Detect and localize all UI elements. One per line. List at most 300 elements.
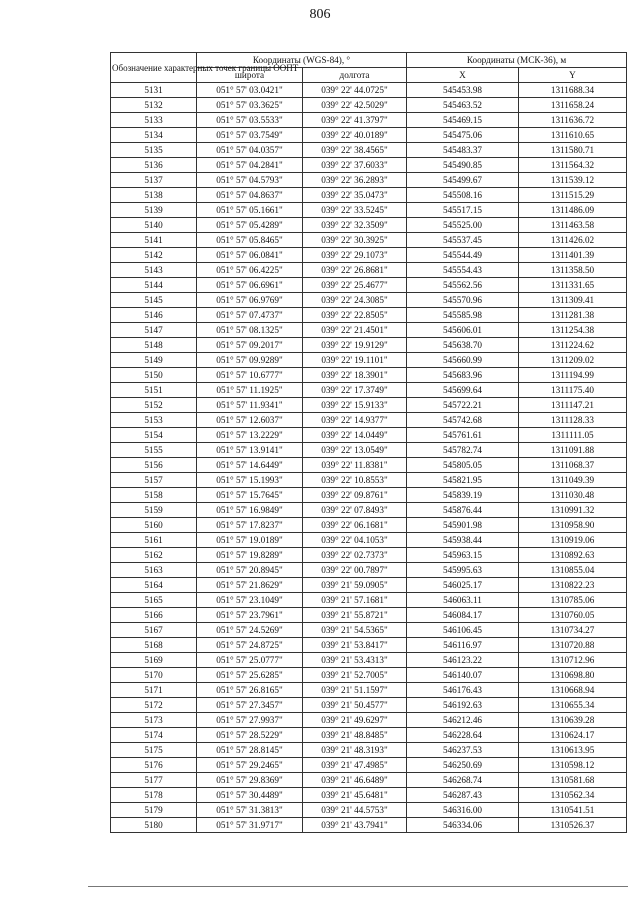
longitude-cell: 039° 22' 10.8553"	[303, 473, 407, 488]
point-id-cell: 5174	[111, 728, 197, 743]
table-row	[111, 338, 627, 353]
y-coordinate-cell: 1310892.63	[519, 548, 627, 563]
latitude-cell: 051° 57' 29.2465"	[197, 758, 303, 773]
y-coordinate-cell: 1311688.34	[519, 83, 627, 98]
header-y: Y	[519, 68, 627, 83]
table-row	[111, 623, 627, 638]
longitude-cell: 039° 21' 50.4577"	[303, 698, 407, 713]
table-row	[111, 608, 627, 623]
y-coordinate-cell: 1311636.72	[519, 113, 627, 128]
x-coordinate-cell: 545660.99	[407, 353, 519, 368]
y-coordinate-cell: 1311209.02	[519, 353, 627, 368]
y-coordinate-cell: 1310760.05	[519, 608, 627, 623]
point-id-cell: 5140	[111, 218, 197, 233]
y-coordinate-cell: 1311111.05	[519, 428, 627, 443]
x-coordinate-cell: 546084.17	[407, 608, 519, 623]
longitude-cell: 039° 22' 21.4501"	[303, 323, 407, 338]
table-row	[111, 488, 627, 503]
y-coordinate-cell: 1311539.12	[519, 173, 627, 188]
point-id-cell: 5161	[111, 533, 197, 548]
latitude-cell: 051° 57' 05.1661"	[197, 203, 303, 218]
table-row	[111, 698, 627, 713]
x-coordinate-cell: 546250.69	[407, 758, 519, 773]
y-coordinate-cell: 1310598.12	[519, 758, 627, 773]
y-coordinate-cell: 1310624.17	[519, 728, 627, 743]
point-id-cell: 5159	[111, 503, 197, 518]
latitude-cell: 051° 57' 23.1049"	[197, 593, 303, 608]
x-coordinate-cell: 545499.67	[407, 173, 519, 188]
point-id-cell: 5155	[111, 443, 197, 458]
y-coordinate-cell: 1311091.88	[519, 443, 627, 458]
y-coordinate-cell: 1310785.06	[519, 593, 627, 608]
longitude-cell: 039° 21' 57.1681"	[303, 593, 407, 608]
latitude-cell: 051° 57' 28.8145"	[197, 743, 303, 758]
y-coordinate-cell: 1311068.37	[519, 458, 627, 473]
point-id-cell: 5158	[111, 488, 197, 503]
longitude-cell: 039° 22' 37.6033"	[303, 158, 407, 173]
y-coordinate-cell: 1310613.95	[519, 743, 627, 758]
table-row	[111, 458, 627, 473]
longitude-cell: 039° 22' 07.8493"	[303, 503, 407, 518]
longitude-cell: 039° 22' 13.0549"	[303, 443, 407, 458]
header-latitude: широта	[197, 68, 303, 83]
y-coordinate-cell: 1311580.71	[519, 143, 627, 158]
longitude-cell: 039° 22' 25.4677"	[303, 278, 407, 293]
x-coordinate-cell: 545508.16	[407, 188, 519, 203]
longitude-cell: 039° 22' 29.1073"	[303, 248, 407, 263]
x-coordinate-cell: 545585.98	[407, 308, 519, 323]
point-id-cell: 5172	[111, 698, 197, 713]
table-row	[111, 203, 627, 218]
table-row	[111, 578, 627, 593]
y-coordinate-cell: 1311358.50	[519, 263, 627, 278]
latitude-cell: 051° 57' 10.6777"	[197, 368, 303, 383]
latitude-cell: 051° 57' 11.1925"	[197, 383, 303, 398]
point-id-cell: 5175	[111, 743, 197, 758]
point-id-cell: 5150	[111, 368, 197, 383]
y-coordinate-cell: 1310958.90	[519, 518, 627, 533]
y-coordinate-cell: 1311128.33	[519, 413, 627, 428]
table-row	[111, 743, 627, 758]
latitude-cell: 051° 57' 16.9849"	[197, 503, 303, 518]
point-id-cell: 5148	[111, 338, 197, 353]
longitude-cell: 039° 21' 52.7005"	[303, 668, 407, 683]
point-id-cell: 5147	[111, 323, 197, 338]
longitude-cell: 039° 22' 04.1053"	[303, 533, 407, 548]
y-coordinate-cell: 1311049.39	[519, 473, 627, 488]
y-coordinate-cell: 1311515.29	[519, 188, 627, 203]
table-row	[111, 383, 627, 398]
latitude-cell: 051° 57' 11.9341"	[197, 398, 303, 413]
y-coordinate-cell: 1310655.34	[519, 698, 627, 713]
y-coordinate-cell: 1311147.21	[519, 398, 627, 413]
point-id-cell: 5162	[111, 548, 197, 563]
x-coordinate-cell: 545638.70	[407, 338, 519, 353]
longitude-cell: 039° 21' 53.4313"	[303, 653, 407, 668]
y-coordinate-cell: 1310581.68	[519, 773, 627, 788]
latitude-cell: 051° 57' 06.4225"	[197, 263, 303, 278]
x-coordinate-cell: 546268.74	[407, 773, 519, 788]
longitude-cell: 039° 22' 30.3925"	[303, 233, 407, 248]
coordinates-table	[110, 52, 627, 833]
point-id-cell: 5143	[111, 263, 197, 278]
longitude-cell: 039° 21' 48.3193"	[303, 743, 407, 758]
point-id-cell: 5153	[111, 413, 197, 428]
latitude-cell: 051° 57' 21.8629"	[197, 578, 303, 593]
longitude-cell: 039° 22' 26.8681"	[303, 263, 407, 278]
x-coordinate-cell: 545463.52	[407, 98, 519, 113]
x-coordinate-cell: 545483.37	[407, 143, 519, 158]
table-body	[111, 83, 627, 833]
y-coordinate-cell: 1310668.94	[519, 683, 627, 698]
point-id-cell: 5168	[111, 638, 197, 653]
longitude-cell: 039° 22' 32.3509"	[303, 218, 407, 233]
latitude-cell: 051° 57' 25.6285"	[197, 668, 303, 683]
latitude-cell: 051° 57' 17.8237"	[197, 518, 303, 533]
x-coordinate-cell: 545475.06	[407, 128, 519, 143]
x-coordinate-cell: 545876.44	[407, 503, 519, 518]
table-row	[111, 593, 627, 608]
longitude-cell: 039° 21' 59.0905"	[303, 578, 407, 593]
y-coordinate-cell: 1310720.88	[519, 638, 627, 653]
x-coordinate-cell: 546287.43	[407, 788, 519, 803]
point-id-cell: 5178	[111, 788, 197, 803]
point-id-cell: 5169	[111, 653, 197, 668]
longitude-cell: 039° 22' 19.1101"	[303, 353, 407, 368]
y-coordinate-cell: 1310698.80	[519, 668, 627, 683]
x-coordinate-cell: 545901.98	[407, 518, 519, 533]
table-row	[111, 143, 627, 158]
longitude-cell: 039° 21' 43.7941"	[303, 818, 407, 833]
longitude-cell: 039° 22' 41.3797"	[303, 113, 407, 128]
latitude-cell: 051° 57' 14.6449"	[197, 458, 303, 473]
table-row	[111, 533, 627, 548]
point-id-cell: 5179	[111, 803, 197, 818]
table-row	[111, 368, 627, 383]
point-id-cell: 5163	[111, 563, 197, 578]
table-row	[111, 758, 627, 773]
longitude-cell: 039° 21' 45.6481"	[303, 788, 407, 803]
point-id-cell: 5157	[111, 473, 197, 488]
point-id-cell: 5176	[111, 758, 197, 773]
x-coordinate-cell: 545570.96	[407, 293, 519, 308]
table-row	[111, 683, 627, 698]
longitude-cell: 039° 22' 36.2893"	[303, 173, 407, 188]
y-coordinate-cell: 1311658.24	[519, 98, 627, 113]
point-id-cell: 5152	[111, 398, 197, 413]
x-coordinate-cell: 545537.45	[407, 233, 519, 248]
latitude-cell: 051° 57' 27.9937"	[197, 713, 303, 728]
header-longitude: долгота	[303, 68, 407, 83]
longitude-cell: 039° 22' 40.0189"	[303, 128, 407, 143]
x-coordinate-cell: 545453.98	[407, 83, 519, 98]
x-coordinate-cell: 545699.64	[407, 383, 519, 398]
table-row	[111, 803, 627, 818]
point-id-cell: 5131	[111, 83, 197, 98]
latitude-cell: 051° 57' 03.5533"	[197, 113, 303, 128]
table-row	[111, 638, 627, 653]
latitude-cell: 051° 57' 03.0421"	[197, 83, 303, 98]
x-coordinate-cell: 545517.15	[407, 203, 519, 218]
table-row	[111, 263, 627, 278]
table-row	[111, 713, 627, 728]
x-coordinate-cell: 546116.97	[407, 638, 519, 653]
latitude-cell: 051° 57' 06.0841"	[197, 248, 303, 263]
longitude-cell: 039° 22' 14.0449"	[303, 428, 407, 443]
y-coordinate-cell: 1311564.32	[519, 158, 627, 173]
latitude-cell: 051° 57' 23.7961"	[197, 608, 303, 623]
longitude-cell: 039° 22' 18.3901"	[303, 368, 407, 383]
longitude-cell: 039° 22' 38.4565"	[303, 143, 407, 158]
y-coordinate-cell: 1311254.38	[519, 323, 627, 338]
point-id-cell: 5138	[111, 188, 197, 203]
longitude-cell: 039° 21' 55.8721"	[303, 608, 407, 623]
latitude-cell: 051° 57' 27.3457"	[197, 698, 303, 713]
y-coordinate-cell: 1311175.40	[519, 383, 627, 398]
latitude-cell: 051° 57' 06.6961"	[197, 278, 303, 293]
y-coordinate-cell: 1310919.06	[519, 533, 627, 548]
table-row	[111, 83, 627, 98]
point-id-cell: 5177	[111, 773, 197, 788]
latitude-cell: 051° 57' 06.9769"	[197, 293, 303, 308]
longitude-cell: 039° 22' 17.3749"	[303, 383, 407, 398]
table-row	[111, 653, 627, 668]
x-coordinate-cell: 546025.17	[407, 578, 519, 593]
latitude-cell: 051° 57' 03.7549"	[197, 128, 303, 143]
latitude-cell: 051° 57' 12.6037"	[197, 413, 303, 428]
x-coordinate-cell: 545722.21	[407, 398, 519, 413]
y-coordinate-cell: 1311463.58	[519, 218, 627, 233]
table-row	[111, 503, 627, 518]
x-coordinate-cell: 545761.61	[407, 428, 519, 443]
longitude-cell: 039° 21' 54.5365"	[303, 623, 407, 638]
x-coordinate-cell: 545963.15	[407, 548, 519, 563]
point-id-cell: 5145	[111, 293, 197, 308]
y-coordinate-cell: 1311610.65	[519, 128, 627, 143]
y-coordinate-cell: 1310855.04	[519, 563, 627, 578]
x-coordinate-cell: 545839.19	[407, 488, 519, 503]
y-coordinate-cell: 1311486.09	[519, 203, 627, 218]
latitude-cell: 051° 57' 24.8725"	[197, 638, 303, 653]
x-coordinate-cell: 546237.53	[407, 743, 519, 758]
longitude-cell: 039° 22' 09.8761"	[303, 488, 407, 503]
point-id-cell: 5171	[111, 683, 197, 698]
longitude-cell: 039° 22' 42.5029"	[303, 98, 407, 113]
latitude-cell: 051° 57' 05.4289"	[197, 218, 303, 233]
table-row	[111, 158, 627, 173]
table-row	[111, 188, 627, 203]
y-coordinate-cell: 1311331.65	[519, 278, 627, 293]
table-row	[111, 278, 627, 293]
latitude-cell: 051° 57' 04.2841"	[197, 158, 303, 173]
table-row	[111, 413, 627, 428]
longitude-cell: 039° 22' 44.0725"	[303, 83, 407, 98]
x-coordinate-cell: 545490.85	[407, 158, 519, 173]
table-row	[111, 308, 627, 323]
header-msk36: Координаты (МСК-36), м	[407, 53, 627, 68]
point-id-cell: 5166	[111, 608, 197, 623]
latitude-cell: 051° 57' 09.2017"	[197, 338, 303, 353]
point-id-cell: 5164	[111, 578, 197, 593]
table-row	[111, 173, 627, 188]
point-id-cell: 5173	[111, 713, 197, 728]
point-id-cell: 5160	[111, 518, 197, 533]
x-coordinate-cell: 546316.00	[407, 803, 519, 818]
x-coordinate-cell: 545469.15	[407, 113, 519, 128]
point-id-cell: 5180	[111, 818, 197, 833]
header-wgs84: Координаты (WGS-84), °	[197, 53, 407, 68]
latitude-cell: 051° 57' 24.5269"	[197, 623, 303, 638]
latitude-cell: 051° 57' 07.4737"	[197, 308, 303, 323]
x-coordinate-cell: 545525.00	[407, 218, 519, 233]
table-row	[111, 113, 627, 128]
latitude-cell: 051° 57' 26.8165"	[197, 683, 303, 698]
x-coordinate-cell: 545562.56	[407, 278, 519, 293]
table-row	[111, 518, 627, 533]
table-row	[111, 818, 627, 833]
latitude-cell: 051° 57' 30.4489"	[197, 788, 303, 803]
x-coordinate-cell: 545782.74	[407, 443, 519, 458]
latitude-cell: 051° 57' 03.3625"	[197, 98, 303, 113]
point-id-cell: 5141	[111, 233, 197, 248]
x-coordinate-cell: 546228.64	[407, 728, 519, 743]
header-point-name: Обозначение характерных точек границы ООПТ	[111, 53, 197, 83]
latitude-cell: 051° 57' 25.0777"	[197, 653, 303, 668]
point-id-cell: 5133	[111, 113, 197, 128]
table-row	[111, 788, 627, 803]
latitude-cell: 051° 57' 29.8369"	[197, 773, 303, 788]
y-coordinate-cell: 1311030.48	[519, 488, 627, 503]
x-coordinate-cell: 545995.63	[407, 563, 519, 578]
table-row	[111, 98, 627, 113]
x-coordinate-cell: 545554.43	[407, 263, 519, 278]
table-row	[111, 668, 627, 683]
point-id-cell: 5146	[111, 308, 197, 323]
longitude-cell: 039° 22' 14.9377"	[303, 413, 407, 428]
y-coordinate-cell: 1311281.38	[519, 308, 627, 323]
y-coordinate-cell: 1310991.32	[519, 503, 627, 518]
table-row	[111, 128, 627, 143]
y-coordinate-cell: 1311224.62	[519, 338, 627, 353]
latitude-cell: 051° 57' 09.9289"	[197, 353, 303, 368]
point-id-cell: 5137	[111, 173, 197, 188]
y-coordinate-cell: 1310562.34	[519, 788, 627, 803]
x-coordinate-cell: 545683.96	[407, 368, 519, 383]
table-row	[111, 443, 627, 458]
longitude-cell: 039° 22' 33.5245"	[303, 203, 407, 218]
latitude-cell: 051° 57' 31.3813"	[197, 803, 303, 818]
x-coordinate-cell: 546192.63	[407, 698, 519, 713]
latitude-cell: 051° 57' 15.1993"	[197, 473, 303, 488]
longitude-cell: 039° 21' 47.4985"	[303, 758, 407, 773]
table-row	[111, 548, 627, 563]
latitude-cell: 051° 57' 04.0357"	[197, 143, 303, 158]
y-coordinate-cell: 1311401.39	[519, 248, 627, 263]
x-coordinate-cell: 546212.46	[407, 713, 519, 728]
x-coordinate-cell: 545938.44	[407, 533, 519, 548]
table-row	[111, 563, 627, 578]
longitude-cell: 039° 22' 00.7897"	[303, 563, 407, 578]
latitude-cell: 051° 57' 04.8637"	[197, 188, 303, 203]
longitude-cell: 039° 22' 15.9133"	[303, 398, 407, 413]
longitude-cell: 039° 21' 53.8417"	[303, 638, 407, 653]
table-row	[111, 233, 627, 248]
x-coordinate-cell: 546123.22	[407, 653, 519, 668]
point-id-cell: 5154	[111, 428, 197, 443]
longitude-cell: 039° 22' 24.3085"	[303, 293, 407, 308]
latitude-cell: 051° 57' 28.5229"	[197, 728, 303, 743]
point-id-cell: 5134	[111, 128, 197, 143]
longitude-cell: 039° 21' 46.6489"	[303, 773, 407, 788]
y-coordinate-cell: 1310541.51	[519, 803, 627, 818]
point-id-cell: 5139	[111, 203, 197, 218]
point-id-cell: 5170	[111, 668, 197, 683]
longitude-cell: 039° 22' 02.7373"	[303, 548, 407, 563]
x-coordinate-cell: 545821.95	[407, 473, 519, 488]
latitude-cell: 051° 57' 15.7645"	[197, 488, 303, 503]
table-row	[111, 353, 627, 368]
x-coordinate-cell: 546176.43	[407, 683, 519, 698]
y-coordinate-cell: 1311309.41	[519, 293, 627, 308]
point-id-cell: 5144	[111, 278, 197, 293]
longitude-cell: 039° 21' 49.6297"	[303, 713, 407, 728]
latitude-cell: 051° 57' 13.9141"	[197, 443, 303, 458]
latitude-cell: 051° 57' 08.1325"	[197, 323, 303, 338]
longitude-cell: 039° 22' 11.8381"	[303, 458, 407, 473]
y-coordinate-cell: 1311194.99	[519, 368, 627, 383]
header-x: X	[407, 68, 519, 83]
table-row	[111, 473, 627, 488]
y-coordinate-cell: 1311426.02	[519, 233, 627, 248]
y-coordinate-cell: 1310734.27	[519, 623, 627, 638]
longitude-cell: 039° 22' 35.0473"	[303, 188, 407, 203]
x-coordinate-cell: 546106.45	[407, 623, 519, 638]
page-number: 806	[309, 7, 331, 22]
point-id-cell: 5135	[111, 143, 197, 158]
table-row	[111, 398, 627, 413]
y-coordinate-cell: 1310639.28	[519, 713, 627, 728]
x-coordinate-cell: 545544.49	[407, 248, 519, 263]
bottom-divider	[88, 886, 628, 887]
point-id-cell: 5136	[111, 158, 197, 173]
y-coordinate-cell: 1310822.23	[519, 578, 627, 593]
latitude-cell: 051° 57' 19.0189"	[197, 533, 303, 548]
x-coordinate-cell: 545805.05	[407, 458, 519, 473]
longitude-cell: 039° 22' 22.8505"	[303, 308, 407, 323]
point-id-cell: 5142	[111, 248, 197, 263]
table-row	[111, 728, 627, 743]
table-row	[111, 218, 627, 233]
longitude-cell: 039° 21' 48.8485"	[303, 728, 407, 743]
y-coordinate-cell: 1310526.37	[519, 818, 627, 833]
point-id-cell: 5165	[111, 593, 197, 608]
table-row	[111, 323, 627, 338]
x-coordinate-cell: 545606.01	[407, 323, 519, 338]
table-row	[111, 428, 627, 443]
point-id-cell: 5132	[111, 98, 197, 113]
table-row	[111, 773, 627, 788]
x-coordinate-cell: 546140.07	[407, 668, 519, 683]
latitude-cell: 051° 57' 31.9717"	[197, 818, 303, 833]
longitude-cell: 039° 21' 51.1597"	[303, 683, 407, 698]
latitude-cell: 051° 57' 04.5793"	[197, 173, 303, 188]
longitude-cell: 039° 21' 44.5753"	[303, 803, 407, 818]
table-row	[111, 293, 627, 308]
point-id-cell: 5149	[111, 353, 197, 368]
point-id-cell: 5151	[111, 383, 197, 398]
table-row	[111, 248, 627, 263]
latitude-cell: 051° 57' 13.2229"	[197, 428, 303, 443]
